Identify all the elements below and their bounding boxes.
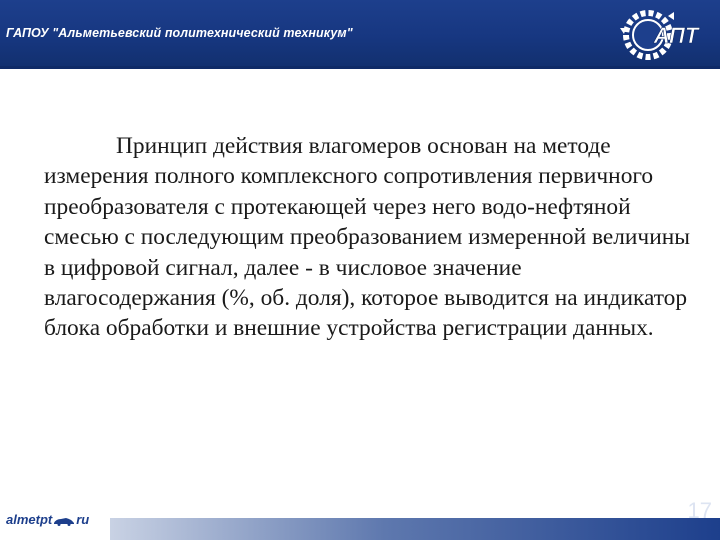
footer-site-left: almetpt <box>6 512 53 527</box>
body-paragraph: Принцип действия влагомеров основан на методе измерения полного комплексного сопротивления первичного преобразователя с протекающей через него водо-нефтяной смесью с последующим преобразованием измеренной величины в цифровой сигнал, далее - в числовое значение влагосодержания (%, об. доля), которое выводится на индикатор блока обработки и внешние устройства регистрации данных. <box>44 133 690 342</box>
gear-logo-icon <box>618 4 714 64</box>
header-bar <box>0 0 720 66</box>
footer-site-link[interactable] <box>6 512 89 527</box>
logo-text: АПТ <box>653 23 699 48</box>
page-number: 17 <box>687 498 712 523</box>
footer-bar <box>110 518 720 540</box>
header-divider <box>0 66 720 69</box>
institution-title: ГАПОУ "Альметьевский политехнический техникум" <box>6 26 353 40</box>
footer-site-right: ru <box>76 512 90 527</box>
car-icon <box>53 516 75 526</box>
footer <box>0 496 720 540</box>
